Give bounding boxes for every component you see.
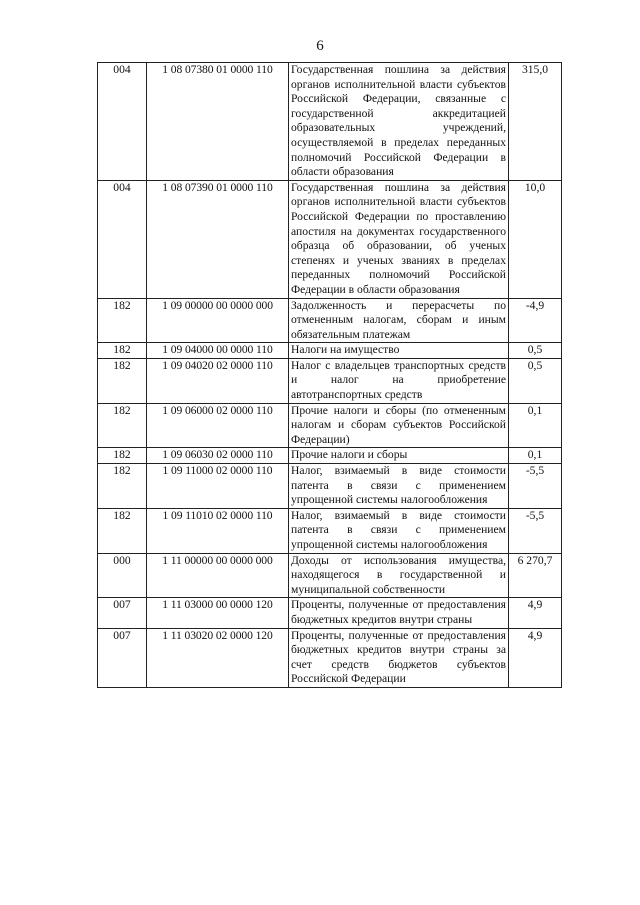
amount-cell: 0,1 — [509, 403, 562, 448]
budget-classification-code-cell: 1 09 06030 02 0000 110 — [147, 448, 289, 464]
table-row — [98, 403, 562, 448]
budget-classification-code-cell: 1 08 07380 01 0000 110 — [147, 63, 289, 181]
table-row — [98, 464, 562, 509]
amount-cell: 0,5 — [509, 343, 562, 359]
amount-cell: 10,0 — [509, 180, 562, 298]
admin-code-cell: 004 — [98, 63, 147, 181]
table-row — [98, 508, 562, 553]
admin-code-cell: 182 — [98, 343, 147, 359]
admin-code-cell: 182 — [98, 508, 147, 553]
admin-code-cell: 182 — [98, 403, 147, 448]
revenue-name-cell: Налог, взимаемый в виде стоимости патента в связи с применением упрощенной системы налогообложения — [289, 464, 509, 509]
budget-classification-code-cell: 1 09 04000 00 0000 110 — [147, 343, 289, 359]
budget-classification-code-cell: 1 09 06000 02 0000 110 — [147, 403, 289, 448]
revenue-table-body — [98, 63, 562, 688]
revenue-name-cell: Налог, взимаемый в виде стоимости патента в связи с применением упрощенной системы налогообложения — [289, 508, 509, 553]
table-row — [98, 628, 562, 687]
table-row — [98, 180, 562, 298]
table-row — [98, 598, 562, 628]
budget-classification-code-cell: 1 11 00000 00 0000 000 — [147, 553, 289, 598]
budget-classification-code-cell: 1 09 04020 02 0000 110 — [147, 358, 289, 403]
revenue-name-cell: Задолженность и перерасчеты по отмененным налогам, сборам и иным обязательным платежам — [289, 298, 509, 343]
table-row — [98, 358, 562, 403]
amount-cell: 0,5 — [509, 358, 562, 403]
table-row — [98, 298, 562, 343]
revenue-table — [97, 62, 562, 688]
budget-classification-code-cell: 1 09 11010 02 0000 110 — [147, 508, 289, 553]
amount-cell: 4,9 — [509, 628, 562, 687]
admin-code-cell: 182 — [98, 464, 147, 509]
amount-cell: 0,1 — [509, 448, 562, 464]
amount-cell: 6 270,7 — [509, 553, 562, 598]
table-row — [98, 343, 562, 359]
amount-cell: 4,9 — [509, 598, 562, 628]
amount-cell: 315,0 — [509, 63, 562, 181]
revenue-name-cell: Государственная пошлина за действия органов исполнительной власти субъектов Российской Федерации, связанные с государственной аккредитацией образовательных учреждений, осуществляемой в пределах переданных полномочий Российской Федерации в области образования — [289, 63, 509, 181]
amount-cell: -4,9 — [509, 298, 562, 343]
admin-code-cell: 182 — [98, 358, 147, 403]
revenue-name-cell: Налоги на имущество — [289, 343, 509, 359]
table-row — [98, 63, 562, 181]
table-row — [98, 448, 562, 464]
amount-cell: -5,5 — [509, 464, 562, 509]
revenue-name-cell: Прочие налоги и сборы (по отмененным налогам и сборам субъектов Российской Федерации) — [289, 403, 509, 448]
budget-classification-code-cell: 1 08 07390 01 0000 110 — [147, 180, 289, 298]
budget-classification-code-cell: 1 11 03000 00 0000 120 — [147, 598, 289, 628]
revenue-name-cell: Доходы от использования имущества, находящегося в государственной и муниципальной собственности — [289, 553, 509, 598]
revenue-name-cell: Проценты, полученные от предоставления бюджетных кредитов внутри страны за счет средств бюджетов субъектов Российской Федерации — [289, 628, 509, 687]
table-row — [98, 553, 562, 598]
admin-code-cell: 007 — [98, 598, 147, 628]
revenue-name-cell: Налог с владельцев транспортных средств и налог на приобретение автотранспортных средств — [289, 358, 509, 403]
revenue-name-cell: Государственная пошлина за действия органов исполнительной власти субъектов Российской Федерации по проставлению апостиля на документах государственного образца об образовании, об ученых степенях и ученых званиях в пределах переданных полномочий Российской Федерации в области образования — [289, 180, 509, 298]
admin-code-cell: 004 — [98, 180, 147, 298]
admin-code-cell: 182 — [98, 448, 147, 464]
amount-cell: -5,5 — [509, 508, 562, 553]
budget-classification-code-cell: 1 09 00000 00 0000 000 — [147, 298, 289, 343]
revenue-name-cell: Проценты, полученные от предоставления бюджетных кредитов внутри страны — [289, 598, 509, 628]
admin-code-cell: 000 — [98, 553, 147, 598]
admin-code-cell: 007 — [98, 628, 147, 687]
budget-classification-code-cell: 1 11 03020 02 0000 120 — [147, 628, 289, 687]
admin-code-cell: 182 — [98, 298, 147, 343]
budget-classification-code-cell: 1 09 11000 02 0000 110 — [147, 464, 289, 509]
revenue-name-cell: Прочие налоги и сборы — [289, 448, 509, 464]
page-number: 6 — [316, 38, 324, 54]
